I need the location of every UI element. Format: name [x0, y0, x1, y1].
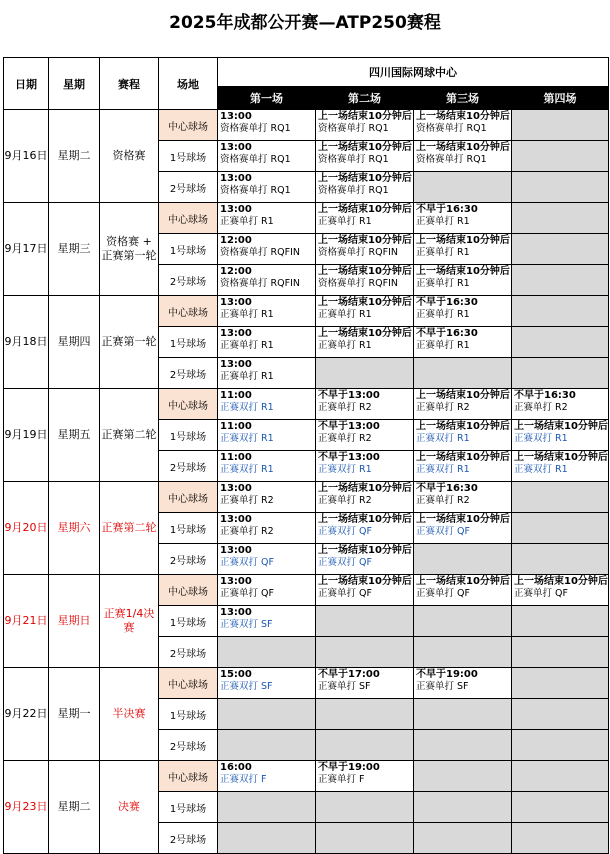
match-event: 正赛单打 R1 [416, 340, 470, 351]
match-time: 11:00 [220, 390, 252, 401]
match-time: 上一场结束10分钟后 [416, 142, 510, 153]
match-event: 正赛双打 R1 [416, 433, 470, 444]
table-row [4, 668, 609, 699]
match-time: 13:00 [220, 607, 252, 618]
court-name: 2号球场 [159, 637, 218, 668]
match-cell [316, 203, 414, 234]
header-court: 场地 [159, 58, 218, 110]
court-name: 2号球场 [159, 544, 218, 575]
match-time: 上一场结束10分钟后 [416, 235, 510, 246]
match-event: 资格赛单打 RQ1 [220, 123, 291, 134]
match-cell [316, 141, 414, 172]
match-cell [218, 761, 316, 792]
court-name: 1号球场 [159, 420, 218, 451]
match-time: 13:00 [220, 111, 252, 122]
empty-slot [316, 358, 414, 389]
match-event: 正赛单打 R1 [318, 309, 372, 320]
match-time: 不早于19:00 [318, 762, 380, 773]
empty-slot [512, 823, 609, 854]
match-cell [316, 389, 414, 420]
empty-slot [414, 358, 512, 389]
table-row [4, 296, 609, 327]
match-cell [512, 420, 609, 451]
empty-slot [512, 637, 609, 668]
header-match-2: 第二场 [316, 87, 414, 110]
empty-slot [512, 203, 609, 234]
match-time: 15:00 [220, 669, 252, 680]
day-round: 正赛第二轮 [100, 389, 159, 482]
court-name: 中心球场 [159, 575, 218, 606]
match-cell [414, 141, 512, 172]
match-cell [218, 358, 316, 389]
day-round: 正赛第一轮 [100, 296, 159, 389]
court-name: 2号球场 [159, 451, 218, 482]
match-time: 上一场结束10分钟后 [318, 576, 412, 587]
match-event: 正赛单打 R1 [416, 216, 470, 227]
day-weekday: 星期日 [49, 575, 100, 668]
match-event: 正赛单打 R2 [416, 402, 470, 413]
match-event: 正赛双打 R1 [514, 433, 568, 444]
match-cell [414, 110, 512, 141]
match-event: 正赛单打 R1 [416, 278, 470, 289]
empty-slot [414, 637, 512, 668]
court-name: 2号球场 [159, 730, 218, 761]
match-event: 正赛单打 R1 [220, 309, 274, 320]
court-name: 1号球场 [159, 234, 218, 265]
match-time: 不早于16:30 [416, 297, 478, 308]
match-cell [414, 575, 512, 606]
match-cell [316, 172, 414, 203]
match-event: 资格赛单打 RQ1 [318, 185, 389, 196]
day-date: 9月17日 [4, 203, 49, 296]
day-round: 资格赛 + 正赛第一轮 [100, 203, 159, 296]
match-time: 上一场结束10分钟后 [416, 266, 510, 277]
match-cell [218, 296, 316, 327]
match-cell [218, 327, 316, 358]
schedule-table [3, 57, 609, 854]
match-time: 13:00 [220, 359, 252, 370]
match-time: 上一场结束10分钟后 [416, 421, 510, 432]
match-cell [218, 544, 316, 575]
header-weekday: 星期 [49, 58, 100, 110]
day-weekday: 星期三 [49, 203, 100, 296]
match-cell [414, 668, 512, 699]
court-name: 中心球场 [159, 296, 218, 327]
match-time: 13:00 [220, 204, 252, 215]
empty-slot [218, 730, 316, 761]
match-event: 正赛单打 QF [416, 588, 470, 599]
match-event: 资格赛单打 RQFIN [220, 247, 300, 258]
table-row [4, 203, 609, 234]
court-name: 中心球场 [159, 482, 218, 513]
match-cell [218, 451, 316, 482]
empty-slot [512, 234, 609, 265]
empty-slot [512, 110, 609, 141]
match-cell [316, 296, 414, 327]
match-time: 不早于16:30 [514, 390, 576, 401]
match-event: 正赛单打 R1 [416, 309, 470, 320]
match-time: 不早于19:00 [416, 669, 478, 680]
match-cell [316, 327, 414, 358]
match-event: 正赛双打 R1 [220, 433, 274, 444]
day-date: 9月21日 [4, 575, 49, 668]
match-time: 不早于13:00 [318, 390, 380, 401]
day-weekday: 星期二 [49, 761, 100, 854]
empty-slot [316, 606, 414, 637]
header-match-3: 第三场 [414, 87, 512, 110]
table-row [4, 761, 609, 792]
empty-slot [316, 730, 414, 761]
empty-slot [414, 172, 512, 203]
table-row [4, 575, 609, 606]
day-date: 9月18日 [4, 296, 49, 389]
match-time: 上一场结束10分钟后 [514, 421, 608, 432]
court-name: 1号球场 [159, 792, 218, 823]
match-time: 16:00 [220, 762, 252, 773]
match-time: 不早于16:30 [416, 483, 478, 494]
match-event: 正赛单打 R1 [220, 371, 274, 382]
match-time: 12:00 [220, 266, 252, 277]
match-event: 正赛双打 QF [318, 526, 372, 537]
match-event: 正赛单打 R1 [220, 216, 274, 227]
match-event: 正赛单打 R2 [220, 495, 274, 506]
match-event: 正赛单打 F [318, 774, 365, 785]
match-time: 上一场结束10分钟后 [514, 452, 608, 463]
table-row [4, 110, 609, 141]
match-cell [316, 761, 414, 792]
empty-slot [512, 296, 609, 327]
court-name: 中心球场 [159, 110, 218, 141]
match-event: 资格赛单打 RQ1 [318, 123, 389, 134]
empty-slot [512, 544, 609, 575]
court-name: 1号球场 [159, 327, 218, 358]
empty-slot [414, 544, 512, 575]
match-event: 正赛单打 SF [318, 681, 371, 692]
court-name: 中心球场 [159, 389, 218, 420]
match-time: 上一场结束10分钟后 [416, 514, 510, 525]
empty-slot [512, 265, 609, 296]
match-event: 正赛双打 SF [220, 681, 273, 692]
empty-slot [414, 823, 512, 854]
match-time: 上一场结束10分钟后 [318, 235, 412, 246]
empty-slot [512, 606, 609, 637]
court-name: 2号球场 [159, 172, 218, 203]
empty-slot [512, 730, 609, 761]
day-date: 9月19日 [4, 389, 49, 482]
match-cell [218, 575, 316, 606]
match-event: 正赛单打 SF [416, 681, 469, 692]
match-event: 正赛单打 QF [318, 588, 372, 599]
match-event: 正赛单打 R1 [416, 247, 470, 258]
match-event: 正赛双打 R1 [416, 464, 470, 475]
match-cell [218, 110, 316, 141]
court-name: 1号球场 [159, 606, 218, 637]
table-row [4, 389, 609, 420]
match-event: 资格赛单打 RQFIN [220, 278, 300, 289]
match-cell [316, 575, 414, 606]
match-cell [414, 420, 512, 451]
match-time: 上一场结束10分钟后 [318, 514, 412, 525]
match-event: 正赛双打 QF [318, 557, 372, 568]
empty-slot [414, 730, 512, 761]
match-cell [414, 265, 512, 296]
match-time: 11:00 [220, 452, 252, 463]
court-name: 2号球场 [159, 823, 218, 854]
match-time: 13:00 [220, 173, 252, 184]
match-cell [218, 482, 316, 513]
match-time: 13:00 [220, 328, 252, 339]
schedule-body [4, 110, 609, 854]
empty-slot [316, 699, 414, 730]
match-cell [218, 513, 316, 544]
match-cell [316, 420, 414, 451]
match-time: 13:00 [220, 514, 252, 525]
day-round: 资格赛 [100, 110, 159, 203]
empty-slot [512, 699, 609, 730]
match-cell [414, 296, 512, 327]
match-cell [414, 203, 512, 234]
header-round: 赛程 [100, 58, 159, 110]
match-event: 正赛双打 QF [220, 557, 274, 568]
day-round: 正赛1/4决赛 [100, 575, 159, 668]
match-cell [512, 451, 609, 482]
court-name: 1号球场 [159, 513, 218, 544]
match-event: 正赛双打 R1 [220, 402, 274, 413]
match-cell [218, 234, 316, 265]
match-cell [512, 389, 609, 420]
match-time: 13:00 [220, 142, 252, 153]
empty-slot [512, 358, 609, 389]
match-cell [218, 389, 316, 420]
court-name: 2号球场 [159, 265, 218, 296]
empty-slot [218, 823, 316, 854]
match-event: 正赛单打 QF [514, 588, 568, 599]
day-round: 半决赛 [100, 668, 159, 761]
match-cell [316, 513, 414, 544]
empty-slot [316, 637, 414, 668]
match-cell [218, 606, 316, 637]
match-cell [316, 110, 414, 141]
day-round: 决赛 [100, 761, 159, 854]
match-cell [218, 265, 316, 296]
match-time: 上一场结束10分钟后 [318, 297, 412, 308]
match-event: 资格赛单打 RQ1 [318, 154, 389, 165]
match-time: 不早于13:00 [318, 452, 380, 463]
match-event: 正赛单打 R2 [514, 402, 568, 413]
day-weekday: 星期六 [49, 482, 100, 575]
day-weekday: 星期五 [49, 389, 100, 482]
day-date: 9月22日 [4, 668, 49, 761]
match-event: 资格赛单打 RQ1 [220, 154, 291, 165]
header-match-1: 第一场 [218, 87, 316, 110]
match-time: 上一场结束10分钟后 [416, 452, 510, 463]
empty-slot [414, 699, 512, 730]
empty-slot [512, 327, 609, 358]
match-event: 资格赛单打 RQFIN [318, 278, 398, 289]
empty-slot [316, 792, 414, 823]
match-time: 不早于16:30 [416, 204, 478, 215]
match-event: 正赛双打 R1 [220, 464, 274, 475]
match-event: 正赛双打 SF [220, 619, 273, 630]
match-event: 正赛双打 QF [416, 526, 470, 537]
empty-slot [218, 637, 316, 668]
empty-slot [512, 141, 609, 172]
day-weekday: 星期四 [49, 296, 100, 389]
match-cell [316, 234, 414, 265]
match-event: 正赛单打 R1 [220, 340, 274, 351]
match-cell [218, 420, 316, 451]
match-event: 正赛单打 R2 [318, 402, 372, 413]
empty-slot [414, 792, 512, 823]
match-time: 不早于17:00 [318, 669, 380, 680]
match-cell [414, 482, 512, 513]
match-cell [316, 451, 414, 482]
empty-slot [512, 761, 609, 792]
empty-slot [414, 761, 512, 792]
match-event: 资格赛单打 RQ1 [416, 123, 487, 134]
match-event: 资格赛单打 RQ1 [220, 185, 291, 196]
match-time: 13:00 [220, 545, 252, 556]
match-cell [218, 141, 316, 172]
match-time: 上一场结束10分钟后 [318, 142, 412, 153]
match-time: 上一场结束10分钟后 [318, 173, 412, 184]
table-row [4, 482, 609, 513]
court-name: 中心球场 [159, 203, 218, 234]
match-time: 13:00 [220, 297, 252, 308]
match-time: 13:00 [220, 483, 252, 494]
court-name: 1号球场 [159, 141, 218, 172]
match-cell [512, 575, 609, 606]
match-event: 正赛双打 R1 [514, 464, 568, 475]
empty-slot [218, 699, 316, 730]
day-date: 9月23日 [4, 761, 49, 854]
empty-slot [512, 482, 609, 513]
match-event: 正赛单打 R2 [318, 495, 372, 506]
match-time: 上一场结束10分钟后 [318, 483, 412, 494]
page-title: 2025年成都公开赛—ATP250赛程 [169, 13, 441, 33]
match-event: 正赛单打 R2 [220, 526, 274, 537]
court-name: 2号球场 [159, 358, 218, 389]
court-name: 中心球场 [159, 761, 218, 792]
match-time: 上一场结束10分钟后 [416, 390, 510, 401]
match-cell [218, 203, 316, 234]
match-time: 上一场结束10分钟后 [318, 266, 412, 277]
empty-slot [512, 513, 609, 544]
match-event: 正赛单打 R1 [318, 340, 372, 351]
match-cell [218, 668, 316, 699]
match-cell [316, 544, 414, 575]
empty-slot [414, 606, 512, 637]
empty-slot [512, 792, 609, 823]
day-weekday: 星期一 [49, 668, 100, 761]
match-time: 上一场结束10分钟后 [318, 328, 412, 339]
match-event: 正赛双打 R1 [318, 464, 372, 475]
empty-slot [316, 823, 414, 854]
day-round: 正赛第二轮 [100, 482, 159, 575]
day-weekday: 星期二 [49, 110, 100, 203]
match-event: 正赛单打 R2 [318, 433, 372, 444]
court-name: 1号球场 [159, 699, 218, 730]
match-event: 资格赛单打 RQFIN [318, 247, 398, 258]
match-event: 正赛双打 F [220, 774, 267, 785]
header-date: 日期 [4, 58, 49, 110]
day-date: 9月20日 [4, 482, 49, 575]
match-cell [218, 172, 316, 203]
empty-slot [218, 792, 316, 823]
match-event: 正赛单打 R1 [318, 216, 372, 227]
court-name: 中心球场 [159, 668, 218, 699]
match-time: 上一场结束10分钟后 [318, 204, 412, 215]
match-time: 12:00 [220, 235, 252, 246]
match-cell [414, 327, 512, 358]
match-time: 13:00 [220, 576, 252, 587]
match-cell [316, 482, 414, 513]
match-time: 上一场结束10分钟后 [318, 545, 412, 556]
match-cell [316, 668, 414, 699]
match-cell [414, 451, 512, 482]
match-time: 不早于16:30 [416, 328, 478, 339]
match-time: 上一场结束10分钟后 [514, 576, 608, 587]
match-cell [414, 389, 512, 420]
match-time: 上一场结束10分钟后 [416, 111, 510, 122]
header-match-4: 第四场 [512, 87, 609, 110]
match-time: 不早于13:00 [318, 421, 380, 432]
match-event: 资格赛单打 RQ1 [416, 154, 487, 165]
match-time: 11:00 [220, 421, 252, 432]
match-cell [414, 513, 512, 544]
match-cell [316, 265, 414, 296]
match-time: 上一场结束10分钟后 [416, 576, 510, 587]
match-time: 上一场结束10分钟后 [318, 111, 412, 122]
empty-slot [512, 172, 609, 203]
match-cell [414, 234, 512, 265]
empty-slot [512, 668, 609, 699]
header-venue: 四川国际网球中心 [218, 58, 609, 87]
match-event: 正赛单打 R2 [416, 495, 470, 506]
day-date: 9月16日 [4, 110, 49, 203]
match-event: 正赛单打 QF [220, 588, 274, 599]
